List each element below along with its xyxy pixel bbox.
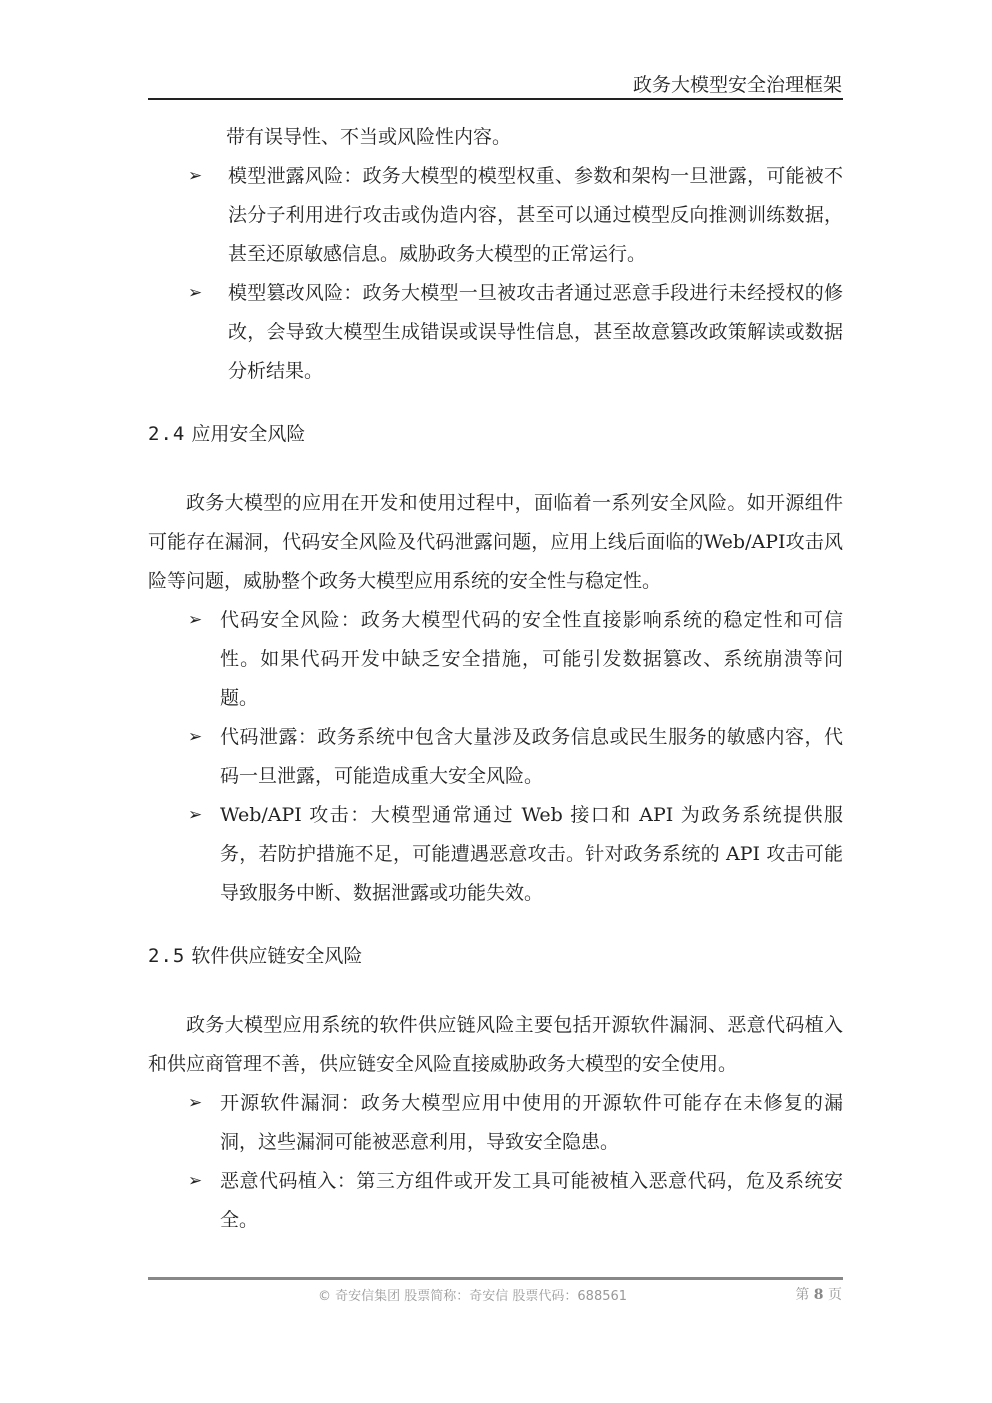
bullet-arrow-icon: ➢ (188, 805, 203, 825)
header-rule (148, 98, 843, 100)
list-item (148, 1084, 843, 1162)
page-prefix: 第 (795, 1287, 810, 1303)
list-item-text: 代码泄露：政务系统中包含大量涉及政务信息或民生服务的敏感内容，代码一旦泄露，可能造成重大安全风险。 (220, 726, 843, 787)
list-item (148, 796, 843, 913)
page-number-value: 8 (813, 1287, 824, 1303)
footer-company: © 奇安信集团 股票简称：奇安信 股票代码：688561 (318, 1289, 628, 1304)
list-item-text: 模型泄露风险：政务大模型的模型权重、参数和架构一旦泄露，可能被不法分子利用进行攻击或伪造内容，甚至可以通过模型反向推测训练数据，甚至还原敏感信息。威胁政务大模型的正常运行。 (228, 165, 843, 265)
continuation-text: 带有误导性、不当或风险性内容。 (226, 126, 512, 148)
list-item (148, 718, 843, 796)
footer-rule (148, 1277, 843, 1280)
list-item (148, 274, 843, 391)
list-item-text: Web/API 攻击：大模型通常通过 Web 接口和 API 为政务系统提供服务，若防护措施不足，可能遭遇恶意攻击。针对政务系统的 API 攻击可能导致服务中断、数据泄露或功能失效。 (220, 804, 843, 904)
section-number: 2.5 (148, 945, 186, 967)
section-heading (148, 937, 843, 976)
bullet-arrow-icon: ➢ (188, 1171, 203, 1191)
page-body (148, 118, 843, 1240)
bullet-arrow-icon: ➢ (188, 1093, 203, 1113)
list-item-text: 模型篡改风险：政务大模型一旦被攻击者通过恶意手段进行未经授权的修改，会导致大模型生成错误或误导性信息，甚至故意篡改政策解读或数据分析结果。 (228, 282, 843, 382)
bullet-arrow-icon: ➢ (188, 166, 203, 186)
section-number: 2.4 (148, 423, 186, 445)
page-number (795, 1284, 842, 1304)
page-suffix: 页 (828, 1287, 842, 1303)
list-item (148, 157, 843, 274)
section-heading (148, 415, 843, 454)
list-item-text: 开源软件漏洞：政务大模型应用中使用的开源软件可能存在未修复的漏洞，这些漏洞可能被恶意利用，导致安全隐患。 (220, 1092, 843, 1153)
list-item-text: 代码安全风险：政务大模型代码的安全性直接影响系统的稳定性和可信性。如果代码开发中缺乏安全措施，可能引发数据篡改、系统崩溃等问题。 (220, 609, 843, 709)
list-item (148, 1162, 843, 1240)
bullet-arrow-icon: ➢ (188, 610, 203, 630)
paragraph: 政务大模型应用系统的软件供应链风险主要包括开源软件漏洞、恶意代码植入和供应商管理不善，供应链安全风险直接威胁政务大模型的安全使用。 (148, 1014, 843, 1075)
paragraph: 政务大模型的应用在开发和使用过程中，面临着一系列安全风险。如开源组件可能存在漏洞，代码安全风险及代码泄露问题，应用上线后面临的Web/API攻击风险等问题，威胁整个政务大模型应用系统的安全性与稳定性。 (148, 492, 843, 592)
list-item-text: 恶意代码植入：第三方组件或开发工具可能被植入恶意代码，危及系统安全。 (220, 1170, 843, 1231)
header-title: 政务大模型安全治理框架 (632, 74, 842, 96)
list-item (148, 601, 843, 718)
bullet-arrow-icon: ➢ (188, 727, 203, 747)
section-title: 软件供应链安全风险 (191, 945, 363, 967)
bullet-arrow-icon: ➢ (188, 283, 203, 303)
section-title: 应用安全风险 (191, 423, 306, 445)
